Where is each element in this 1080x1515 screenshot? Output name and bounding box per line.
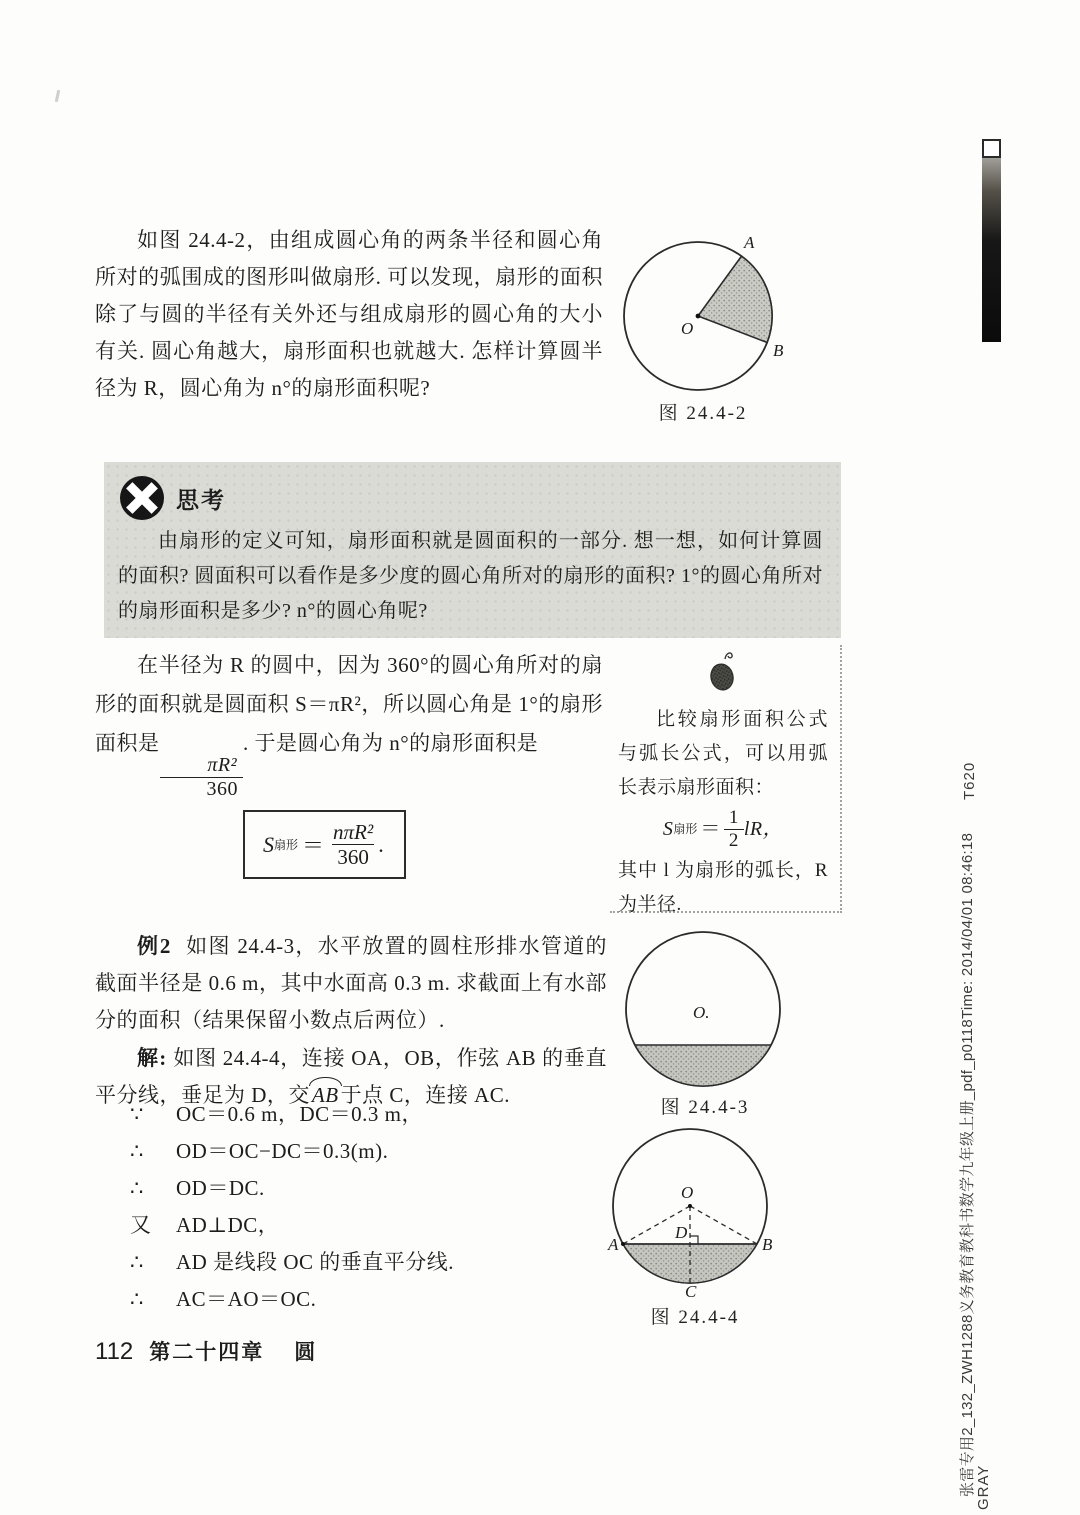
derivation-seg2: . 于是圆心角为 n°的扇形面积是 <box>243 731 539 755</box>
imprint-text: 张雷专用2_132_ZWH1288义务教育教科书数学九年级上册_pdf_p0118Time: 2014/04/01 08:46:18 <box>959 832 976 1497</box>
figure-caption: 图 24.4-3 <box>660 1097 750 1118</box>
sector-diagram <box>598 224 808 396</box>
figure-24-4-3 <box>600 930 810 1119</box>
figure-24-4-2 <box>598 224 808 425</box>
point-label-C: C <box>685 1282 697 1300</box>
calibration-white-cell <box>982 139 1001 158</box>
solve-post-text: 于点 C，连接 AC. <box>340 1083 511 1107</box>
page-number: 112 <box>95 1338 134 1365</box>
formula-subscript: 扇形 <box>274 838 299 853</box>
formula-equals: ＝ <box>302 833 325 859</box>
shaded-sector <box>698 256 772 342</box>
example-2-label: 例2 <box>137 934 172 958</box>
calibration-strip <box>982 139 1001 342</box>
calibration-gradient <box>982 158 1001 342</box>
solution-step-2: ∴ OD＝OC−DC＝0.3(m). <box>130 1139 389 1163</box>
point-label-B: B <box>773 341 784 360</box>
example-2-text: 如图 24.4-3，水平放置的圆柱形排水管道的截面半径是 0.6 m，其中水面高 0.3 m. 求截面上有水部分的面积（结果保留小数点后两位）. <box>95 934 608 1032</box>
solution-step-6: ∴ AC＝AO＝OC. <box>130 1287 317 1311</box>
margin-note-text-outro: 其中 l 为扇形的弧长，R 为半径. <box>618 859 828 915</box>
print-code: T620 <box>961 761 978 800</box>
think-icon <box>118 474 166 522</box>
formula-period: . <box>378 831 384 857</box>
figure-caption: 图 24.4-4 <box>650 1307 740 1328</box>
fraction-piR2-360: $\frac{\text{πR²}}{360}$ <box>160 754 244 801</box>
figure-24-4-4 <box>585 1122 805 1329</box>
derivation-seg1: 在半径为 R 的圆中，因为 360°的圆心角所对的扇形的面积就是圆面积 S＝πR²，所以圆心角是 1°的扇形面积是 <box>95 653 603 755</box>
think-title: 思考 <box>176 486 226 513</box>
margin-note-icon <box>703 647 743 699</box>
solution-step-4: 又 AD⊥DC， <box>130 1213 280 1237</box>
derivation-paragraph <box>95 646 603 801</box>
point-label-D: D <box>675 1223 688 1242</box>
center-label-O: O. <box>693 1003 710 1022</box>
solution-step-5: ∴ AD 是线段 OC 的垂直平分线. <box>130 1250 455 1274</box>
margin-note <box>610 645 842 913</box>
chapter-title: 圆 <box>294 1340 316 1364</box>
gray-label: GRAY <box>975 1464 992 1510</box>
solution-step-1: ∵ OC＝0.6 m，DC＝0.3 m， <box>130 1102 424 1126</box>
point-label-O: O <box>681 319 694 338</box>
scan-speck <box>55 90 60 102</box>
margin-note-text-intro: 比较扇形面积公式与弧长公式，可以用弧长表示扇形面积： <box>618 709 828 798</box>
solution-step-3: ∴ OD＝DC. <box>130 1176 265 1200</box>
arc-AB: AB <box>311 1083 339 1107</box>
construction-diagram <box>585 1122 805 1300</box>
solution-steps <box>130 1096 610 1318</box>
example-2-paragraph <box>95 928 607 1039</box>
intro-paragraph: 如图 24.4-2，由组成圆心角的两条半径和圆心角所对的弧围成的图形叫做扇形. 可以发现，扇形的面积除了与圆的半径有关外还与组成扇形的圆心角的大小有关. 圆心角越大，扇形面积也就越大. 怎样计算圆半径为 R，圆心角为 n°的扇形面积呢? <box>95 228 603 400</box>
think-text: 由扇形的定义可知，扇形面积就是圆面积的一部分. 想一想，如何计算圆的面积? 圆面积可以看作是多少度的圆心角所对的扇形的面积? 1°的圆心角所对的扇形面积是多少? n°的圆心角呢? <box>118 530 823 622</box>
point-label-B: B <box>762 1235 773 1254</box>
formula-fraction: $\frac{\text{nπR²}}{360}$ <box>333 820 374 870</box>
point-label-A: A <box>744 233 755 252</box>
solve-pre-text: 如图 24.4-4，连接 OA，OB，作弦 AB 的垂直平分线，垂足为 D，交 <box>95 1046 607 1107</box>
page-footer <box>95 1336 315 1366</box>
think-box <box>104 462 841 638</box>
margin-note-formula: S 扇形 ＝ $\frac{1}{2}$ lR， <box>662 807 784 851</box>
chapter-label: 第二十四章 <box>149 1340 265 1364</box>
pipe-diagram <box>600 930 810 1090</box>
point-label-A: A <box>608 1235 619 1254</box>
water-segment <box>635 1045 771 1086</box>
solve-label: 解: <box>137 1046 168 1070</box>
figure-caption: 图 24.4-2 <box>658 403 748 424</box>
formula-lhs: S <box>263 831 274 857</box>
point-label-O: O <box>681 1183 694 1202</box>
sector-area-formula-box <box>243 810 406 879</box>
right-angle-mark <box>690 1236 698 1244</box>
